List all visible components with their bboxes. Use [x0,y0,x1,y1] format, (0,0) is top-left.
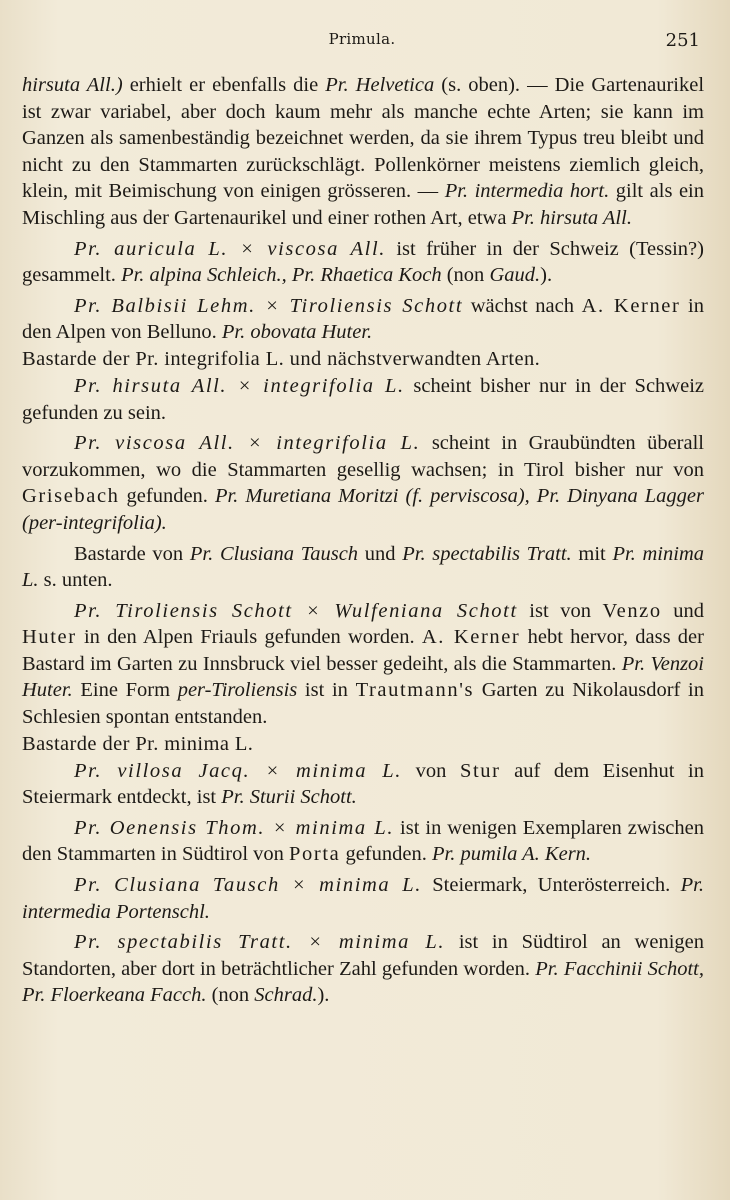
section-heading-minima: Bastarde der Pr. minima L. [22,732,254,755]
paragraph-clusiana-minima: Pr. Clusiana Tausch × minima L. Steiermark, Unterösterreich. Pr. intermedia Portenschl. [22,874,704,923]
paragraph-villosa-minima: Pr. villosa Jacq. × minima L. von Stur auf dem Eisenhut in Steiermark entdeckt, ist Pr. Sturii Schott. [22,759,705,809]
paragraph-spectabilis-minima: Pr. spectabilis Tratt. × minima L. ist in Südtirol an wenigen Standorten, aber dort in beträchtlicher Zahl gefunden worden. Pr. Facchinii Schott, Pr. Floerkeana Facch. (non Schrad.). [22,931,705,1007]
paragraph-clusiana-spectabilis: Bastarde von Pr. Clusiana Tausch und Pr. spectabilis Tratt. mit Pr. minima L. s. unten. [22,542,704,592]
paragraph-oenensis-minima: Pr. Oenensis Thom. × minima L. ist in wenigen Exemplaren zwischen den Stammarten in Südtirol von Porta gefunden. Pr. pumila A. Kern. [22,816,704,866]
paragraph-balbisii-tiroliensis: Pr. Balbisii Lehm. × Tiroliensis Schott wächst nach A. Kerner in den Alpen von Belluno. Pr. obovata Huter. [22,294,704,344]
paragraph-hirsuta-integrifolia: Pr. hirsuta All. × integrifolia L. scheint bisher nur in der Schweiz gefunden zu sein. [22,374,704,424]
paragraph-garden-auricula: hirsuta All.) erhielt er ebenfalls die Pr. Helvetica (s. oben). — Die Gartenaurikel ist zwar variabel, aber doch kaum mehr als manche echte Arten; sie kann im Ganzen als samenbeständig bezeichnet werden, da sie ihrem Typus treu bleibt und nicht zu den Stammarten zurückschlägt. Pollenkörner meistens ziemlich gleich, klein, mit Beimischung von einigen grösseren. — Pr. intermedia hort. gilt als ein Mischling aus der Gartenaurikel und einer rothen Art, etwa Pr. hirsuta All. [22,74,705,229]
page-body [22,72,704,1009]
page-number: 251 [665,30,700,51]
paragraph-tiroliensis-wulfeniana: Pr. Tiroliensis Schott × Wulfeniana Schott ist von Venzo und Huter in den Alpen Friauls gefunden worden. A. Kerner hebt hervor, dass der Bastard im Garten zu Innsbruck viel besser gedeiht, als die Stammarten. Pr. Venzoi Huter. Eine Form per-Tiroliensis ist in Trautmann's Garten zu Nikolausdorf in Schlesien spontan entstanden. [22,599,705,729]
section-heading-integrifolia: Bastarde der Pr. integrifolia L. und nächstverwandten Arten. [22,347,541,370]
paragraph-viscosa-integrifolia: Pr. viscosa All. × integrifolia L. scheint in Graubündten überall vorzukommen, wo die Stammarten gesellig wachsen; in Tirol bisher nur von Grisebach gefunden. Pr. Muretiana Moritzi (f. perviscosa), Pr. Dinyana Lagger (per-integrifolia). [22,432,704,534]
paragraph-auricula-viscosa: Pr. auricula L. × viscosa All. ist früher in der Schweiz (Tessin?) gesammelt. Pr. alpina Schleich., Pr. Rhaetica Koch (non Gaud.). [22,237,704,287]
running-title: Primula. [328,30,396,48]
page-header [24,30,700,56]
